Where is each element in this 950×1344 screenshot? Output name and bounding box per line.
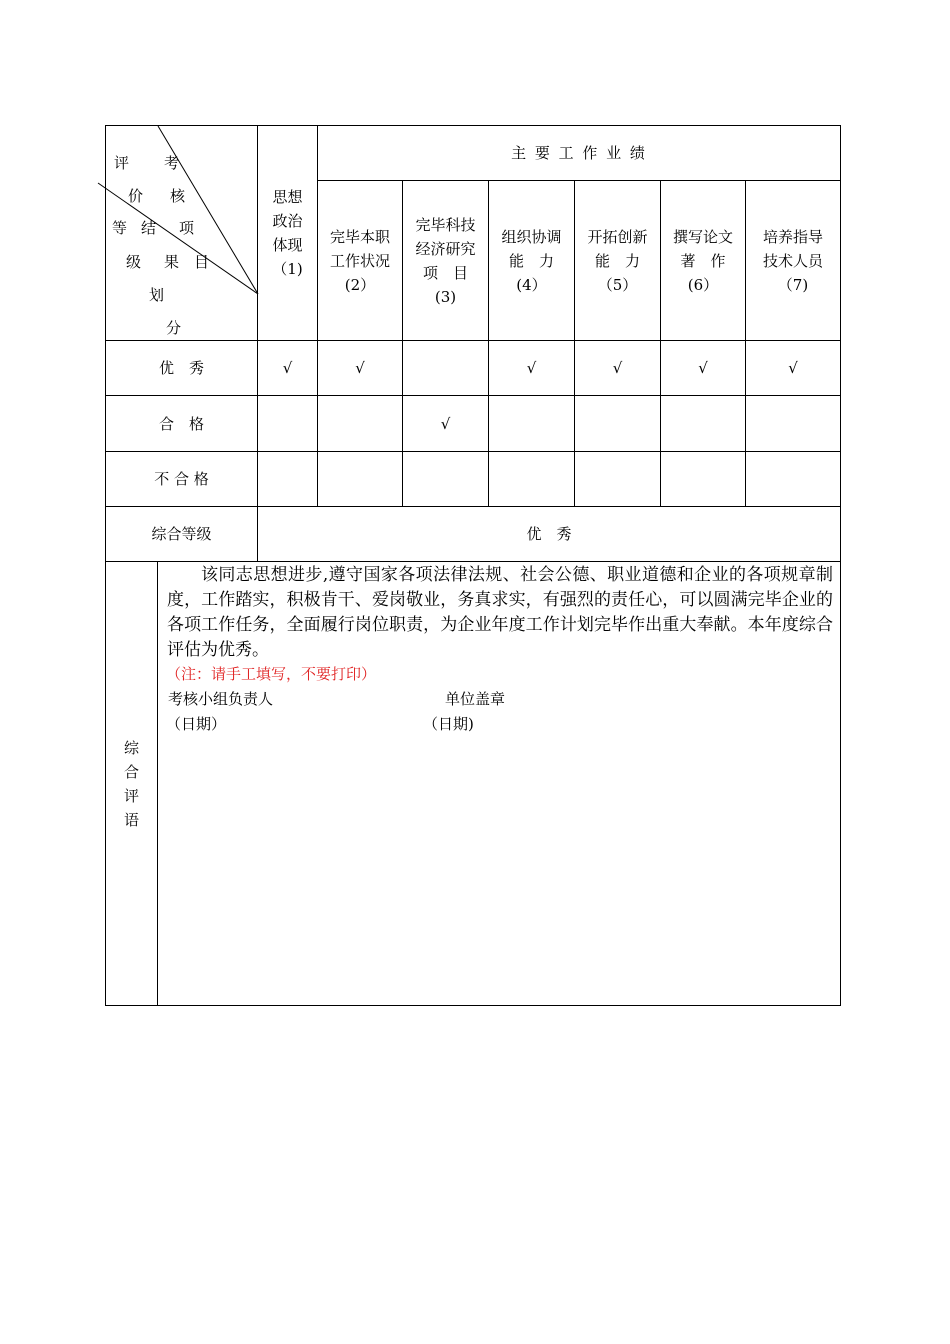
row-label-pass: 合 格	[158, 414, 204, 433]
row-mark	[746, 452, 840, 506]
header-line: （1)	[272, 260, 303, 278]
comments-label	[106, 562, 157, 1005]
row-mark	[318, 452, 402, 506]
corner-word: 价	[128, 187, 144, 205]
header-line: 完毕本职	[329, 227, 390, 246]
header-col-2	[318, 181, 402, 340]
date-right: （日期)	[423, 715, 474, 733]
header-line: 项 目	[422, 263, 468, 282]
header-col-5	[575, 181, 660, 340]
header-line: (2）	[344, 275, 376, 294]
corner-word: 考	[164, 154, 180, 172]
row-mark	[258, 452, 317, 506]
header-col-7	[746, 181, 840, 340]
header-politics	[258, 126, 317, 340]
header-line: (4）	[516, 275, 547, 294]
corner-word: 结	[141, 219, 157, 237]
header-line: 培养指导	[762, 227, 823, 246]
corner-word: 果	[164, 253, 180, 271]
row-mark	[661, 452, 745, 506]
row-mark	[318, 396, 402, 451]
corner-word: 目	[194, 253, 210, 271]
comments-label-char: 综	[123, 738, 139, 757]
row-mark: √	[440, 414, 451, 433]
row-mark	[746, 396, 840, 451]
row-mark: √	[282, 359, 293, 377]
row-mark: √	[526, 359, 537, 377]
header-line: (3)	[434, 287, 457, 306]
header-line: 技术人员	[762, 251, 823, 270]
row-mark	[575, 452, 660, 506]
handwrite-note: （注：请手工填写，不要打印）	[166, 665, 377, 683]
row-mark	[258, 396, 317, 451]
header-line: 著 作	[680, 251, 726, 270]
header-line: 政治	[272, 212, 303, 230]
header-line: 思想	[272, 188, 303, 206]
overall-grade-value: 优 秀	[526, 525, 572, 543]
header-line: 经济研究	[415, 239, 476, 258]
row-mark: √	[698, 359, 708, 377]
row-mark: √	[355, 359, 365, 377]
header-line: 撰写论文	[672, 227, 733, 246]
header-line: 能 力	[508, 251, 554, 270]
row-mark: √	[788, 359, 798, 377]
header-line: （7)	[777, 275, 809, 294]
header-line: 开拓创新	[587, 227, 648, 246]
corner-word: 划	[149, 286, 165, 304]
corner-word: 评	[114, 154, 130, 172]
header-line: 体现	[272, 236, 303, 254]
leader-label: 考核小组负责人	[168, 690, 274, 708]
stamp-label: 单位盖章	[445, 690, 506, 708]
header-line: 工作状况	[329, 251, 390, 270]
header-col-4	[489, 181, 574, 340]
row-label-excellent: 优 秀	[158, 359, 204, 377]
header-main-title: 主 要 工 作 业 绩	[511, 144, 647, 162]
comments-label-char: 语	[123, 810, 139, 829]
row-mark	[403, 452, 488, 506]
date-left: （日期）	[166, 715, 227, 733]
row-mark	[489, 452, 574, 506]
comments-paragraph: 该同志思想进步,遵守国家各项法律法规、社会公德、职业道德和企业的各项规章制度，工作踏实，积极肯干、爱岗敬业，务真求实，有强烈的责任心，可以圆满完毕企业的各项工作任务，全面履行岗位职责，为企业年度工作计划完毕作出重大奉献。本年度综合评估为优秀。	[167, 565, 833, 660]
header-line: 完毕科技	[415, 215, 476, 234]
row-mark	[661, 396, 745, 451]
row-mark	[489, 396, 574, 451]
row-mark: √	[612, 359, 623, 377]
header-line: 能 力	[594, 251, 640, 270]
row-mark	[403, 341, 488, 395]
comments-label-char: 合	[123, 762, 139, 781]
corner-word: 等	[112, 219, 128, 237]
corner-word: 项	[179, 219, 195, 237]
header-col-6	[661, 181, 745, 340]
comments-label-char: 评	[123, 786, 139, 805]
row-label-fail: 不 合 格	[154, 470, 209, 488]
header-col-3	[403, 181, 488, 340]
header-line: （5）	[597, 275, 638, 294]
overall-grade-label: 综合等级	[151, 525, 212, 543]
header-line: (6）	[687, 275, 719, 294]
corner-word: 级	[126, 253, 142, 271]
corner-word: 分	[166, 319, 182, 337]
row-mark	[575, 396, 660, 451]
corner-word: 核	[170, 187, 186, 205]
header-line: 组织协调	[501, 227, 562, 246]
